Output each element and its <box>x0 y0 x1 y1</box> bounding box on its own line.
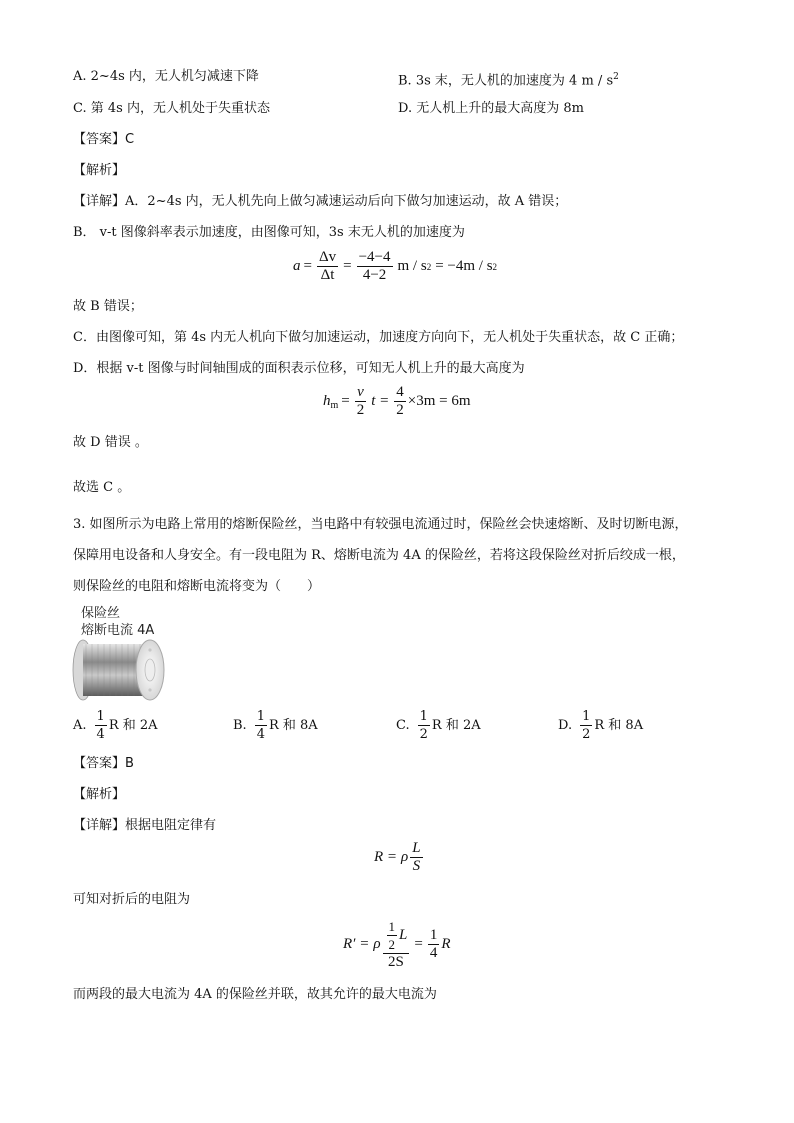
q3-option-c-frac <box>418 708 430 743</box>
eq1-equals: = <box>303 258 312 274</box>
r-eq-frac <box>410 840 422 875</box>
option-a: A. 2~4s 内，无人机匀减速下降 <box>73 69 259 84</box>
q2-detail-c: C．由图像可知，第 4s 内无人机向下做匀加速运动，加速度方向向下，无人机处于失重状态，故 C 正确； <box>73 330 684 345</box>
q3-option-c-num: 1 <box>419 709 428 724</box>
option-d: D. 无人机上升的最大高度为 8m <box>398 101 584 116</box>
eq2-frac-4 <box>394 384 406 419</box>
eq2-frac-v <box>355 384 367 419</box>
q2-conclude-d: 故 D 错误 。 <box>73 435 148 450</box>
q3-option-d-num: 1 <box>582 709 591 724</box>
q3-after-fold: 可知对折后的电阻为 <box>73 892 191 907</box>
eq1-result: = −4m / s <box>435 258 493 274</box>
option-c: C. 第 4s 内，无人机处于失重状态 <box>73 101 270 116</box>
q3-option-c-den: 2 <box>419 727 428 742</box>
q3-stem-line-3: 则保险丝的电阻和熔断电流将变为（ ） <box>73 579 321 594</box>
eq1-frac-values-num: −4−4 <box>358 249 391 265</box>
q3-detail: 【详解】根据电阻定律有 <box>73 818 217 833</box>
q3-option-a-den: 4 <box>96 727 105 742</box>
eq2-frac-v-num: v <box>357 384 364 400</box>
rp-eq-equals: = <box>414 936 423 952</box>
eq1-unit-exp: 2 <box>426 261 432 272</box>
resistance-law-equation <box>374 840 425 875</box>
folded-resistance-equation <box>343 918 451 971</box>
eq1-frac-values-den: 4−2 <box>362 267 387 283</box>
q2-detail-a-text: A．2~4s 内，无人机先向上做匀减速运动后向下做匀加速运动，故 A 错误； <box>125 194 568 209</box>
q3-option-d-letter: D. <box>558 717 573 733</box>
r-eq-num: L <box>412 840 421 856</box>
fuse-current-label: 熔断电流 4A <box>81 623 155 638</box>
q3-option-d <box>558 708 643 743</box>
eq2-rest: ×3m = 6m <box>407 393 471 409</box>
q3-option-d-tail: R 和 8A <box>594 717 644 733</box>
rp-eq-den: 2S <box>388 954 404 970</box>
eq1-frac-values <box>357 249 393 284</box>
q3-option-b-frac <box>255 708 267 743</box>
r-eq-lhs: R = <box>374 849 398 865</box>
q2-answer: 【答案】C <box>73 132 135 147</box>
q3-answer: 【答案】B <box>73 756 134 771</box>
eq2-lhs-sub: m <box>330 400 339 411</box>
q3-option-a-tail: R 和 2A <box>108 717 158 733</box>
rp-eq-result-r: R <box>441 936 451 952</box>
eq1-unit: m / s <box>397 258 427 274</box>
q3-last-line: 而两段的最大电流为 4A 的保险丝并联，故其允许的最大电流为 <box>73 987 437 1002</box>
q3-option-a-letter: A. <box>73 717 87 733</box>
q3-stem-line-2: 保障用电设备和人身安全。有一段电阻为 R、熔断电流为 4A 的保险丝，若将这段保险丝对折后绞成一根， <box>73 548 685 563</box>
q3-option-b-letter: B. <box>233 717 247 733</box>
q3-option-d-den: 2 <box>582 727 591 742</box>
rp-eq-inner-den: 2 <box>388 937 396 952</box>
eq2-frac-v-den: 2 <box>356 402 365 418</box>
option-b <box>398 68 619 90</box>
eq1-frac-delta-num: Δv <box>318 249 337 265</box>
q2-acceleration-equation <box>293 249 497 284</box>
option-b-text: B. 3s 末，无人机的加速度为 <box>398 73 565 89</box>
rp-eq-result-num: 1 <box>429 927 438 943</box>
q2-analysis-heading: 【解析】 <box>73 163 126 178</box>
eq2-frac-4-den: 2 <box>396 402 404 418</box>
q3-option-b-den: 4 <box>256 727 265 742</box>
rp-eq-inner-l: L <box>399 927 408 943</box>
q3-option-d-frac <box>580 708 592 743</box>
eq2-frac-4-num: 4 <box>396 384 404 400</box>
q2-detail-a <box>73 193 567 211</box>
q3-option-b-tail: R 和 8A <box>268 717 318 733</box>
q3-option-b <box>233 708 318 743</box>
q3-option-c-letter: C. <box>396 717 410 733</box>
q3-analysis-heading: 【解析】 <box>73 787 126 802</box>
option-b-value: 4 <box>569 73 578 89</box>
q3-option-c <box>396 708 481 743</box>
fuse-label: 保险丝 <box>81 606 121 621</box>
rp-eq-result-frac <box>428 927 440 962</box>
r-eq-rho: ρ <box>401 849 409 865</box>
q3-option-c-tail: R 和 2A <box>431 717 481 733</box>
q2-height-equation <box>323 384 471 419</box>
fuse-spool-image <box>72 638 168 702</box>
eq2-equals: = <box>341 393 350 409</box>
rp-eq-lhs: R′ = <box>343 936 370 952</box>
eq2-lhs: h <box>323 393 331 409</box>
q2-detail-d: D．根据 v-t 图像与时间轴围成的面积表示位移，可知无人机上升的最大高度为 <box>73 361 525 376</box>
rp-eq-result-den: 4 <box>429 945 438 961</box>
q3-option-a-num: 1 <box>96 709 105 724</box>
q2-choose: 故选 C 。 <box>73 480 131 495</box>
r-eq-den: S <box>412 858 421 874</box>
q2-detail-tag: 【详解】 <box>73 194 126 209</box>
eq1-result-exp: 2 <box>492 261 498 272</box>
rp-eq-num <box>383 918 410 954</box>
rp-eq-rho: ρ <box>373 936 381 952</box>
q2-conclude-b: 故 B 错误； <box>73 299 143 314</box>
option-b-exp: 2 <box>613 72 619 82</box>
eq2-t: t = <box>371 393 390 409</box>
rp-eq-frac <box>383 918 410 971</box>
q2-detail-b: B． v-t 图像斜率表示加速度，由图像可知，3s 末无人机的加速度为 <box>73 225 465 240</box>
q3-option-a-frac <box>95 708 107 743</box>
q3-option-a <box>73 708 158 743</box>
eq1-lhs: a <box>293 258 301 274</box>
eq1-equals-2: = <box>343 258 352 274</box>
eq1-frac-delta-den: Δt <box>320 267 335 283</box>
eq1-frac-delta <box>317 249 338 284</box>
rp-eq-inner-num: 1 <box>388 919 396 934</box>
option-b-unit: m / s <box>581 73 614 89</box>
q3-stem-line-1: 3. 如图所示为电路上常用的熔断保险丝，当电路中有较强电流通过时，保险丝会快速熔断、及时切断电源， <box>73 517 688 532</box>
q3-option-b-num: 1 <box>256 709 265 724</box>
rp-eq-inner-frac <box>387 918 398 953</box>
